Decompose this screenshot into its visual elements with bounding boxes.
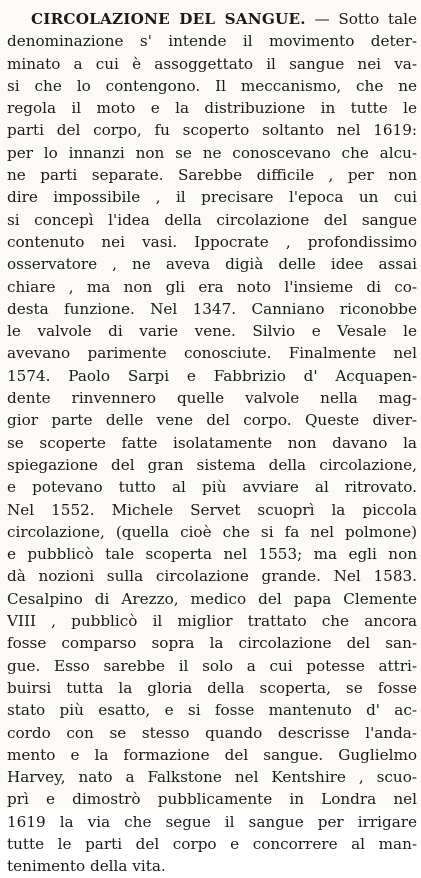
text-line: spiegazione del gran sistema della circolazione, — [7, 455, 417, 474]
text-line: dà nozioni sulla circolazione grande. Nel 1583. — [7, 567, 417, 586]
entry-title: CIRCOLAZIONE DEL SANGUE. — [31, 10, 306, 28]
text-line: ne parti separate. Sarebbe difficile , per non — [7, 166, 417, 185]
text-line: prì e dimostrò pubblicamente in Londra nel — [7, 790, 417, 809]
text-line: VIII , pubblicò il miglior trattato che ancora — [7, 612, 417, 631]
text-line: desta funzione. Nel 1347. Canniano riconobbe — [7, 299, 417, 318]
title-continuation: — Sotto tale — [305, 10, 417, 28]
text-line: contenuto nei vasi. Ippocrate , profondissimo — [7, 232, 417, 251]
text-line: 1574. Paolo Sarpi e Fabbrizio d' Acquapen- — [7, 366, 417, 385]
text-line: e potevano tutto al più avviare al ritrovato. — [7, 478, 417, 497]
text-line: tutte le parti del corpo e concorrere al man- — [7, 834, 417, 853]
text-line: fosse comparso sopra la circolazione del san- — [7, 634, 417, 653]
text-line: si concepì l'idea della circolazione del sangue — [7, 210, 417, 229]
text-line: cordo con se stesso quando descrisse l'anda- — [7, 723, 417, 742]
text-line: le valvole di varie vene. Silvio e Vesale le — [7, 322, 417, 341]
text-line: dente rinvennero quelle valvole nella mag- — [7, 389, 417, 408]
text-line: osservatore , ne aveva digià delle idee assai — [7, 255, 417, 274]
text-line: chiare , ma non gli era noto l'insieme di co- — [7, 277, 417, 296]
text-line: si che lo contengono. Il meccanismo, che ne — [7, 76, 417, 95]
text-line: avevano parimente conosciute. Finalmente nel — [7, 344, 417, 363]
text-line: dire impossibile , il precisare l'epoca un cui — [7, 188, 417, 207]
text-line: gue. Esso sarebbe il solo a cui potesse attri- — [7, 656, 417, 675]
text-line: stato più esatto, e si fosse mantenuto d' ac- — [7, 701, 417, 720]
text-line: denominazione s' intende il movimento deter- — [7, 32, 417, 51]
text-line: mento e la formazione del sangue. Guglielmo — [7, 745, 417, 764]
text-line: circolazione, (quella cioè che si fa nel polmone) — [7, 522, 417, 541]
text-line: Cesalpino di Arezzo, medico del papa Clemente — [7, 589, 417, 608]
paragraph-first-line — [7, 8, 417, 30]
text-line: Harvey, nato a Falkstone nel Kentshire , scuo- — [7, 768, 417, 787]
text-line: 1619 la via che segue il sangue per irrigare — [7, 812, 417, 831]
text-line: per lo innanzi non se ne conoscevano che alcu- — [7, 143, 417, 162]
text-line: se scoperte fatte isolatamente non davano la — [7, 433, 417, 452]
text-line-last: tenimento della vita. — [7, 857, 166, 876]
text-line: gior parte delle vene del corpo. Queste diver- — [7, 411, 417, 430]
text-line: parti del corpo, fu scoperto soltanto nel 1619: — [7, 121, 417, 140]
text-line: Nel 1552. Michele Servet scuoprì la piccola — [7, 500, 417, 519]
text-line: minato a cui è assoggettato il sangue nei va- — [7, 54, 417, 73]
text-line: regola il moto e la distribuzione in tutte le — [7, 99, 417, 118]
text-line: buirsi tutta la gloria della scoperta, se fosse — [7, 678, 417, 697]
text-line: e pubblicò tale scoperta nel 1553; ma egli non — [7, 545, 417, 564]
